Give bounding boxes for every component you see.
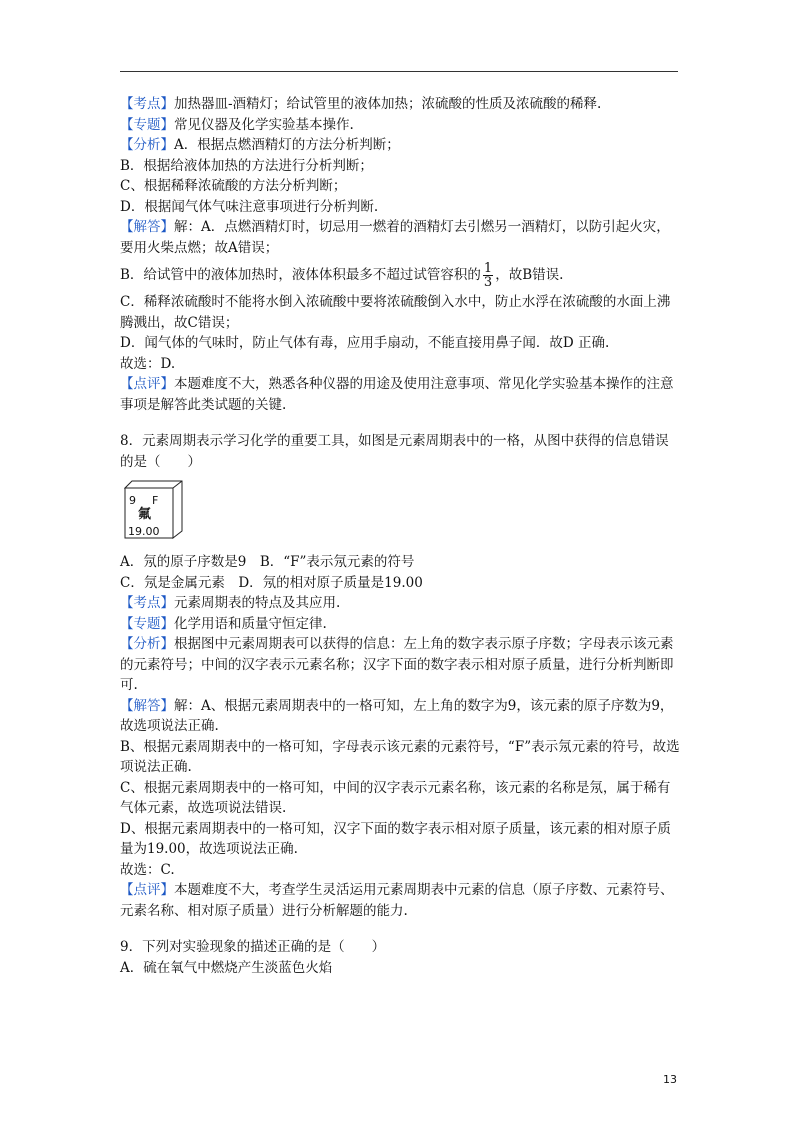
fraction-one-third: $\frac{1}{3}$ [483, 261, 493, 290]
dianping-tag: 【点评】 [120, 882, 174, 898]
q7-zhuanti: 【专题】常见仪器及化学实验基本操作. [120, 116, 354, 133]
element-atomic-number: 9 [129, 494, 136, 507]
q8-options-cd: C．氖是金属元素 D．氖的相对原子质量是19.00 [120, 574, 423, 591]
zhuanti-tag: 【专题】 [120, 116, 174, 133]
kaodian-tag: 【考点】 [120, 595, 174, 611]
element-mass: 19.00 [128, 525, 160, 538]
q7-answer: 故选：D. [120, 355, 176, 372]
q7-fenxi-a: 【分析】A．根据点燃酒精灯的方法分析判断； [120, 137, 400, 153]
element-name: 氟 [138, 507, 152, 522]
q8-jieda-d: D、根据元素周期表中的一格可知，汉字下面的数字表示相对原子质量，该元素的相对原子质量为19.00，故选项说法正确. [120, 820, 671, 857]
q7-fenxi-b: B．根据给液体加热的方法进行分析判断； [120, 157, 373, 174]
q8-dianping: 【点评】本题难度不大，考查学生灵活运用元素周期表中元素的信息（原子序数、元素符号、元素名称、相对原子质量）进行分析解题的能力. [120, 882, 674, 919]
q8-zhuanti: 【专题】化学用语和质量守恒定律. [120, 615, 327, 632]
jieda-tag: 【解答】 [120, 697, 174, 714]
q9-option-a: A．硫在氧气中燃烧产生淡蓝色火焰 [120, 959, 333, 976]
q8-options-ab: A．氖的原子序数是9 B．“F”表示氖元素的符号 [120, 554, 415, 570]
q8-kaodian: 【考点】元素周期表的特点及其应用. [120, 595, 341, 611]
periodic-table-cell [124, 480, 186, 546]
q7-jieda-d: D．闻气体的气味时，防止气体有毒，应用手扇动，不能直接用鼻子闻．故D 正确. [120, 335, 610, 351]
dianping-tag: 【点评】 [120, 376, 174, 392]
q8-jieda-a: 【解答】解：A、根据元素周期表中的一格可知，左上角的数字为9，该元素的原子序数为9，故选项说法正确. [120, 697, 674, 734]
header-rule [120, 71, 678, 72]
q8-jieda-b: B、根据元素周期表中的一格可知，字母表示该元素的元素符号，“F”表示氖元素的符号，故选项说法正确. [120, 738, 680, 775]
q7-fenxi-d: D．根据闻气体气味注意事项进行分析判断. [120, 198, 379, 215]
fenxi-tag: 【分析】 [120, 137, 174, 153]
q8-fenxi: 【分析】根据图中元素周期表可以获得的信息：左上角的数字表示原子序数；字母表示该元素的元素符号；中间的汉字表示元素名称；汉字下面的数字表示相对原子质量，进行分析判断即可. [120, 636, 674, 693]
q7-dianping: 【点评】本题难度不大，熟悉各种仪器的用途及使用注意事项、常见化学实验基本操作的注意事项是解答此类试题的关键. [120, 376, 674, 413]
jieda-tag: 【解答】 [120, 219, 174, 235]
element-symbol: F [152, 494, 159, 507]
q7-jieda-c: C．稀释浓硫酸时不能将水倒入浓硫酸中要将浓硫酸倒入水中，防止水浮在浓硫酸的水面上沸腾溅出，故C错误； [120, 294, 671, 331]
q8-answer: 故选：C. [120, 861, 175, 878]
q8-jieda-c: C、根据元素周期表中的一格可知，中间的汉字表示元素名称，该元素的名称是氖，属于稀有气体元素，故选项说法错误. [120, 779, 671, 816]
q7-jieda-b: B．给试管中的液体加热时，液体体积最多不超过试管容积的 $\frac{1}{3}$ ，故B错误. [120, 261, 564, 290]
page-number: 13 [663, 1073, 677, 1086]
q7-jieda-a: 【解答】解：A．点燃酒精灯时，切忌用一燃着的酒精灯去引燃另一酒精灯，以防引起火灾，要用火柴点燃；故A错误； [120, 219, 670, 256]
zhuanti-tag: 【专题】 [120, 615, 174, 632]
document-body [120, 94, 680, 978]
kaodian-tag: 【考点】 [120, 96, 174, 112]
q9-stem: 9．下列对实验现象的描述正确的是（ ） [120, 939, 386, 955]
q8-stem: 8．元素周期表示学习化学的重要工具，如图是元素周期表中的一格，从图中获得的信息错误的是（ ） [120, 433, 669, 470]
fenxi-tag: 【分析】 [120, 636, 174, 652]
q7-fenxi-c: C、根据稀释浓硫酸的方法分析判断； [120, 178, 347, 194]
q7-kaodian: 【考点】加热器皿-酒精灯；给试管里的液体加热；浓硫酸的性质及浓硫酸的稀释. [120, 96, 602, 112]
